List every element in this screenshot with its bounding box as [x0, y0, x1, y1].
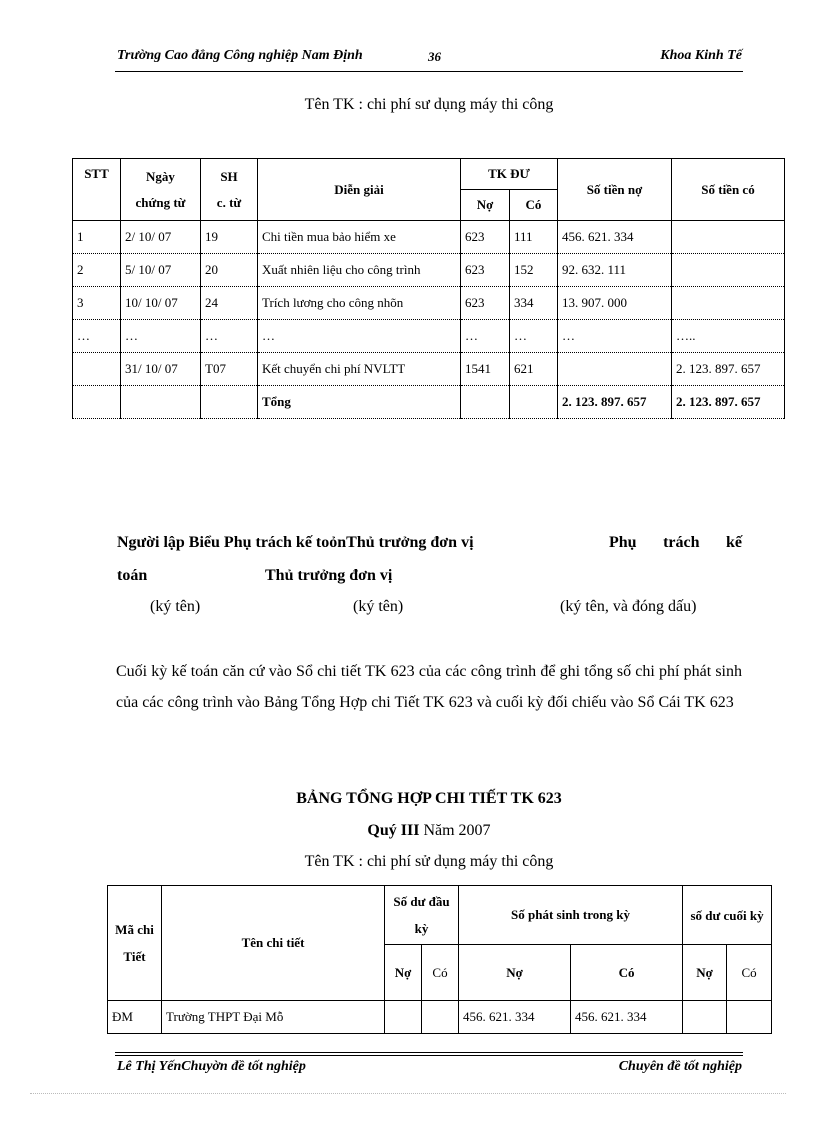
col-dien-giai: Diễn giải [258, 159, 461, 221]
cell-sh: 20 [201, 254, 258, 287]
cell-stt: 3 [73, 287, 121, 320]
cell-no: … [461, 320, 510, 353]
cell-ngay: 2/ 10/ 07 [121, 221, 201, 254]
cell-dien-giai: Trích lương cho công nhõn [258, 287, 461, 320]
cell-stt [73, 353, 121, 386]
cell-tien-co [672, 221, 785, 254]
cell-co: 334 [510, 287, 558, 320]
col-so-du-cuoi: số dư cuối kỳ [683, 886, 772, 945]
header-rule [115, 71, 743, 72]
cell-tien-no: 456. 621. 334 [558, 221, 672, 254]
page-bottom-divider [30, 1093, 786, 1094]
cell-dien-giai: Chi tiền mua bảo hiểm xe [258, 221, 461, 254]
signature-roles-line1: Người lập Biểu Phụ trách kế toỏnThủ trưởng đơn vị [117, 534, 474, 551]
summary-period [0, 822, 816, 840]
summary-period-year: Năm 2007 [419, 822, 491, 839]
cell-tien-no [558, 353, 672, 386]
cell-tien-no: 92. 632. 111 [558, 254, 672, 287]
cell-tien-co: 2. 123. 897. 657 [672, 386, 785, 419]
col-ngay-line1: Ngày [146, 168, 175, 184]
cell-no: 1541 [461, 353, 510, 386]
cell-ps-no: 456. 621. 334 [459, 1001, 571, 1034]
cell-co [510, 386, 558, 419]
cell-sh: T07 [201, 353, 258, 386]
table-row [73, 287, 785, 320]
cell-tien-co: ….. [672, 320, 785, 353]
col-cuoi-no: Nợ [683, 945, 727, 1001]
col-dau-co: Có [422, 945, 459, 1001]
cell-co: … [510, 320, 558, 353]
cell-ps-co: 456. 621. 334 [571, 1001, 683, 1034]
signature-role-mid: Thủ trưởng đơn vị [265, 567, 393, 584]
account-detail-table [72, 158, 785, 419]
cell-dau-no [385, 1001, 422, 1034]
footer-rule-top [115, 1052, 743, 1053]
footer-left: Lê Thị YếnChuyờn đề tốt nghiệp [117, 1059, 306, 1074]
table-row-total [73, 386, 785, 419]
cell-sh [201, 386, 258, 419]
col-phat-sinh: Số phát sinh trong kỳ [459, 886, 683, 945]
cell-sh: 24 [201, 287, 258, 320]
cell-tien-no: … [558, 320, 672, 353]
col-ten: Tên chi tiết [162, 886, 385, 1001]
header-faculty: Khoa Kinh Tế [660, 48, 742, 63]
col-ngay [121, 159, 201, 221]
cell-no: 623 [461, 221, 510, 254]
cell-sh: 19 [201, 221, 258, 254]
col-ngay-line2: chứng từ [135, 194, 186, 210]
cell-cuoi-co [727, 1001, 772, 1034]
cell-ngay: 31/ 10/ 07 [121, 353, 201, 386]
footer-rule-bottom [115, 1055, 743, 1056]
cell-ma: ĐM [108, 1001, 162, 1034]
page-number: 36 [428, 49, 441, 64]
col-tk-no: Nợ [461, 190, 510, 221]
cell-tien-co: 2. 123. 897. 657 [672, 353, 785, 386]
table1-caption: Tên TK : chi phí sư dụng máy thi công [304, 96, 554, 113]
col-tk-co: Có [510, 190, 558, 221]
table-row [108, 1001, 772, 1034]
cell-sh: … [201, 320, 258, 353]
col-sh-line1: SH [220, 168, 238, 184]
cell-stt: … [73, 320, 121, 353]
col-cuoi-co: Có [727, 945, 772, 1001]
col-so-tien-no: Số tiền nợ [558, 159, 672, 221]
cell-no [461, 386, 510, 419]
cell-cuoi-no [683, 1001, 727, 1034]
cell-tien-co [672, 254, 785, 287]
table-row [73, 353, 785, 386]
cell-dien-giai: Tổng [258, 386, 461, 419]
body-paragraph: Cuối kỳ kế toán căn cứ vào Sổ chi tiết TK 623 của các công trình để ghi tổng số chi phí phát sinh của các công trình vào Bảng Tổng Hợp chi Tiết TK 623 và cuối kỳ đối chiếu vào Sổ Cái TK 623 [116, 663, 742, 711]
col-stt: STT [73, 159, 121, 221]
table-row [73, 254, 785, 287]
header-school: Trường Cao đẳng Công nghiệp Nam Định [117, 48, 363, 63]
col-dau-no: Nợ [385, 945, 422, 1001]
cell-ngay: 5/ 10/ 07 [121, 254, 201, 287]
cell-dau-co [422, 1001, 459, 1034]
cell-co: 621 [510, 353, 558, 386]
summary-caption: Tên TK : chi phí sử dụng máy thi công [304, 853, 554, 870]
cell-ngay: … [121, 320, 201, 353]
summary-title: BẢNG TỔNG HỢP CHI TIẾT TK 623 [296, 790, 562, 807]
col-so-du-dau: Số dư đầu kỳ [385, 886, 459, 945]
cell-ngay: 10/ 10/ 07 [121, 287, 201, 320]
cell-no: 623 [461, 287, 510, 320]
cell-stt [73, 386, 121, 419]
summary-table [107, 885, 772, 1034]
cell-co: 111 [510, 221, 558, 254]
cell-ten: Trường THPT Đại Mỗ [162, 1001, 385, 1034]
summary-period-quarter: Quý III [367, 822, 420, 839]
col-so-tien-co: Số tiền có [672, 159, 785, 221]
signature-role-right: Phụ trách kế [609, 534, 742, 551]
cell-stt: 2 [73, 254, 121, 287]
cell-tien-no: 13. 907. 000 [558, 287, 672, 320]
cell-no: 623 [461, 254, 510, 287]
col-sh [201, 159, 258, 221]
col-ps-co: Có [571, 945, 683, 1001]
cell-tien-co [672, 287, 785, 320]
col-ps-no: Nợ [459, 945, 571, 1001]
col-tk-du: TK ĐƯ [461, 159, 558, 190]
footer-right: Chuyên đề tốt nghiệp [618, 1059, 742, 1074]
signature-sign-1: (ký tên) [150, 598, 201, 615]
signature-sign-2: (ký tên) [353, 598, 404, 615]
col-ma: Mã chi Tiết [108, 886, 162, 1001]
table-row [73, 320, 785, 353]
signature-roles-line2: toán [117, 567, 148, 584]
cell-tien-no: 2. 123. 897. 657 [558, 386, 672, 419]
cell-co: 152 [510, 254, 558, 287]
cell-dien-giai: … [258, 320, 461, 353]
signature-sign-3: (ký tên, và đóng dấu) [560, 598, 697, 615]
cell-ngay [121, 386, 201, 419]
cell-dien-giai: Kết chuyển chi phí NVLTT [258, 353, 461, 386]
col-sh-line2: c. từ [216, 194, 242, 210]
table-row [73, 221, 785, 254]
cell-dien-giai: Xuất nhiên liệu cho công trình [258, 254, 461, 287]
cell-stt: 1 [73, 221, 121, 254]
